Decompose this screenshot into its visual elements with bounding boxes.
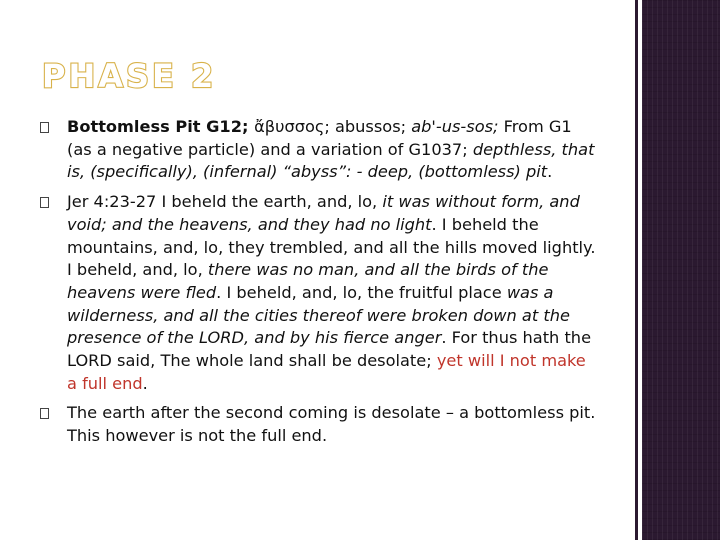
text-segment: ἄβυσσος; abussos;	[254, 117, 412, 136]
bullet-box-icon	[40, 122, 49, 133]
text-segment: depthless, that is, (specifically), (infernal) “abyss”: - deep, (bottomless) pit	[67, 139, 595, 182]
text-segment: From G1 (as a negative particle) and a variation of G1037;	[67, 117, 572, 159]
bullet-text	[67, 117, 594, 181]
slide-title	[40, 54, 340, 94]
text-segment: .	[142, 373, 148, 393]
text-segment: . For thus hath the LORD said, The whole land shall be desolate;	[67, 328, 592, 371]
text-segment: The earth after the second coming is desolate – a bottomless pit. This however is not the full end.	[67, 403, 596, 446]
text-segment: Bottomless Pit G12;	[67, 117, 255, 136]
text-segment: ab'-us-sos;	[411, 117, 499, 136]
text-segment: . I beheld, and, lo, the fruitful place	[216, 282, 507, 302]
text-segment: . I beheld the mountains, and, lo, they trembled, and all the hills moved lightly. I beheld, and, lo,	[67, 214, 596, 280]
bullet-list	[40, 116, 600, 448]
text-segment: Jer 4:23-27 I beheld the earth, and, lo,	[67, 192, 383, 212]
bullet-item-earth-desolate	[40, 402, 600, 447]
slide-title-text: PHASE 2	[42, 57, 217, 94]
decorative-stripe-panel	[642, 0, 720, 540]
text-segment: it was without form, and void; and the heavens, and they had no light	[67, 192, 580, 234]
bullet-text	[67, 192, 595, 393]
bullet-item-bottomless-pit	[40, 116, 600, 184]
text-segment: there was no man, and all the birds of the heavens were fled	[67, 260, 549, 302]
bullet-box-icon	[40, 197, 49, 208]
decorative-stripe-thin	[635, 0, 638, 540]
text-segment: .	[547, 162, 553, 182]
bullet-text	[67, 403, 595, 445]
text-segment: was a wilderness, and all the cities thereof were broken down at the presence of the LORD, and by his fierce anger	[67, 282, 570, 348]
highlighted-text-segment: yet will I not make a full end	[67, 351, 586, 393]
bullet-box-icon	[40, 408, 49, 419]
bullet-item-jeremiah	[40, 191, 600, 395]
